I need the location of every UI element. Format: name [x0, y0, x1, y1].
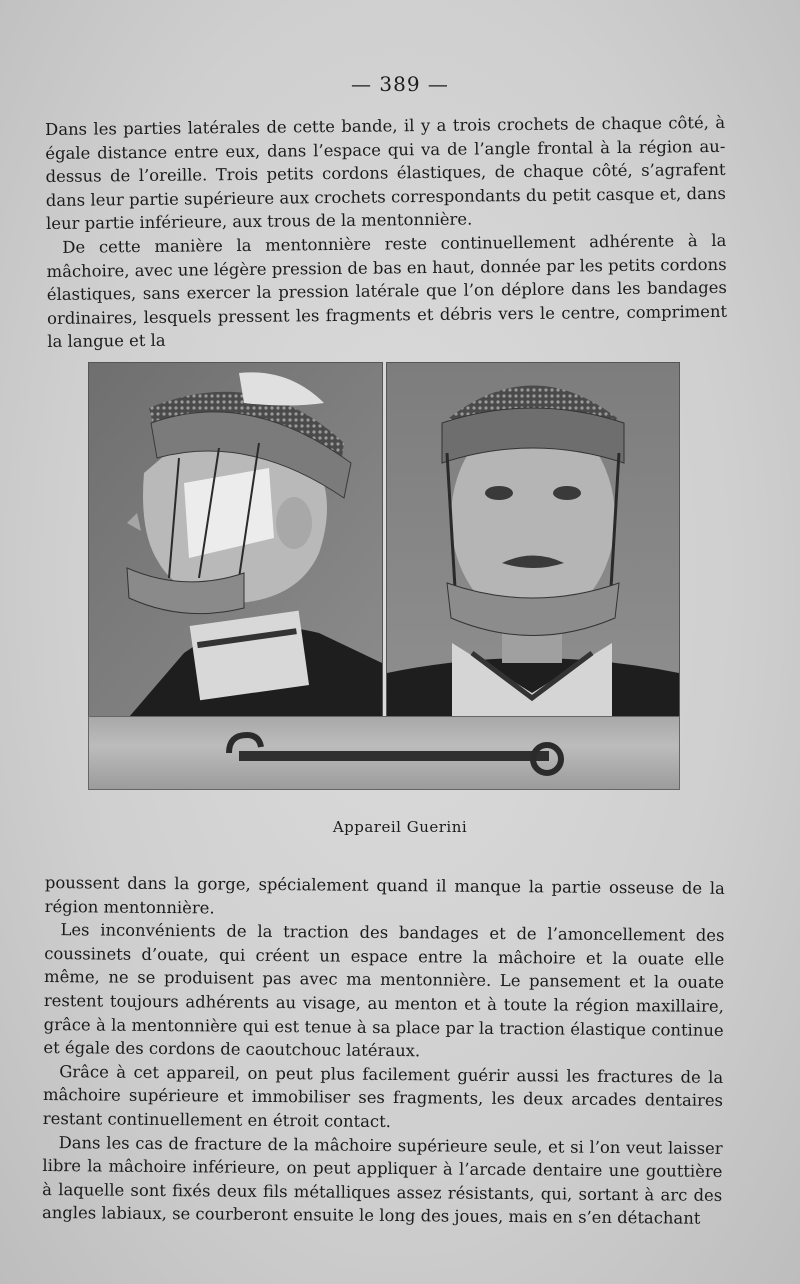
- figure-appareil-guerini: [88, 362, 680, 790]
- paragraph: Les inconvénients de la traction des bandages et de l’amoncellement des coussinets d’ouate, qui créent un espace entre la mâchoire et la ouate elle même, ne se produisent pas avec ma mentonnière. Le pansement et la ouate restent toujours adhérents au visage, au menton et à toute la région maxillaire, grâce à la mentonnière qui est tenue à sa place par la traction élastique continue et égale des cordons de caoutchouc latéraux.: [43, 920, 725, 1061]
- text-block-top: [45, 111, 727, 354]
- photo-chin-bar: [88, 716, 680, 790]
- paragraph: Dans les cas de fracture de la mâchoire supérieure seule, et si l’on veut laisser libre la mâchoire inférieure, on peut appliquer à l’arcade dentaire une gouttière à laquelle sont fixés deux fils métalliques assez résistants, qui, sortant à arc des angles labiaux, se courberont ensuite le long des joues, mais en s’en détachant: [41, 1132, 723, 1229]
- paragraph: Dans les parties latérales de cette bande, il y a trois crochets de chaque côté, à égale distance entre eux, dans l’espace qui va de l’angle frontal à la région au-dessus de l’oreille. Trois petits cordons élastiques, de chaque côté, s’agrafent dans leur partie supérieure aux crochets correspondants du petit casque et, dans leur partie inférieure, aux trous de la mentonnière.: [45, 112, 726, 234]
- figure-caption: Appareil Guerini: [332, 818, 468, 836]
- paragraph: De cette manière la mentonnière reste continuellement adhérente à la mâchoire, avec une légère pression de bas en haut, donnée par les petits cordons élastiques, sans exercer la pression latérale que l’on déplore dans les bandages ordinaires, lesquels pressent les fragments et débris vers le centre, compriment la langue et la: [46, 230, 728, 352]
- page-number: — 389 —: [351, 72, 449, 96]
- paragraph: Grâce à cet appareil, on peut plus facilement guérir aussi les fractures de la mâchoire supérieure et immobiliser ses fragments, les deux arcades dentaires restant continuellement en étroit contact.: [42, 1061, 724, 1131]
- text-block-bottom: [42, 871, 725, 1231]
- photo-front-view: [386, 362, 680, 718]
- paragraph: poussent dans la gorge, spécialement quand il manque la partie osseuse de la région mentonnière.: [44, 872, 725, 918]
- photo-profile-view: [88, 362, 383, 718]
